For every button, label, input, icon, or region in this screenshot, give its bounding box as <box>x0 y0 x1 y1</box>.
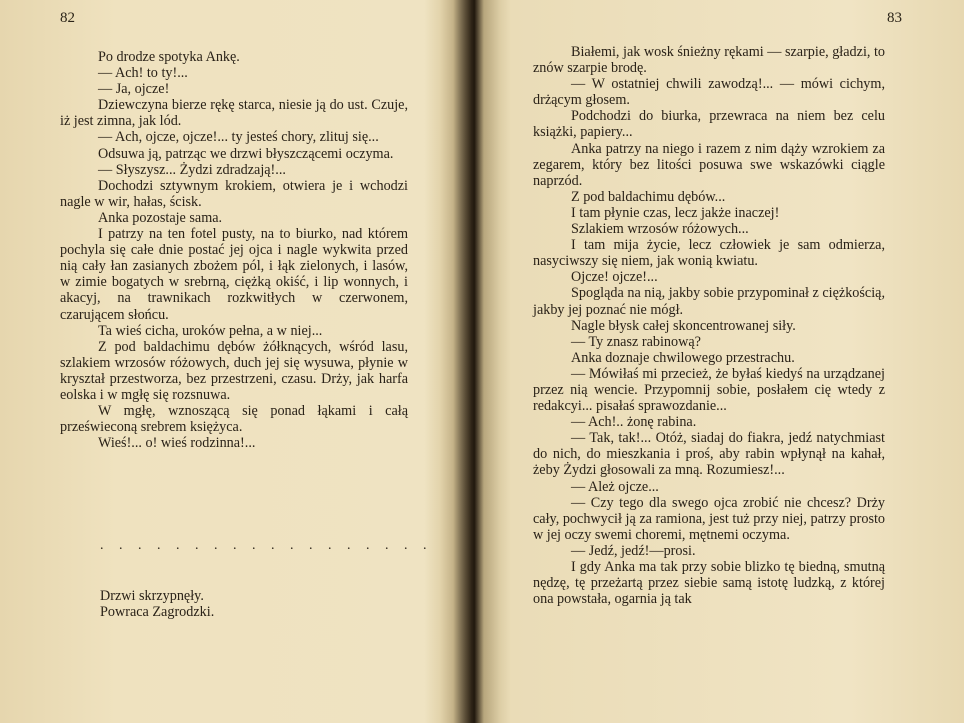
left-page <box>0 0 470 723</box>
paragraph: Po drodze spotyka Ankę. <box>98 49 240 65</box>
left-page-text <box>60 49 408 451</box>
paragraph: Anka pozostaje sama. <box>98 209 223 226</box>
paragraph: — Czy tego dla swego ojca zrobić nie chcesz? Drży cały, pochwycił ją za ramiona, jest tuż przy niej, patrzy prosto w jej oczy swemi choremi, mętnemi oczyma. <box>533 494 885 543</box>
paragraph: — Słyszysz... Żydzi zdradzają!... <box>98 161 286 178</box>
paragraph: — Ach! to ty!... <box>98 65 188 82</box>
paragraph: Podchodzi do biurka, przewraca na niem bez celu książki, papiery... <box>533 108 885 141</box>
paragraph: — Tak, tak!... Otóż, siadaj do fiakra, jedź natychmiast do nich, do mieszkania i proś, aby rabin wpłynął na kahał, żeby Żydzi głosowali za mną. Rozumiesz!... <box>533 430 885 479</box>
paragraph: Z pod baldachimu dębów żółknących, wśród lasu, szlakiem wrzosów różowych, duch jej się wysuwa, płynie w kryształ przestworza, bez przestrzeni, czasu. Drży, jak harfa eolska i w mgłę się rozsnuwa. <box>60 338 408 403</box>
paragraph: Ojcze! ojcze!... <box>571 269 658 286</box>
paragraph: Odsuwa ją, patrząc we drzwi błyszczącemi oczyma. <box>98 145 394 162</box>
paragraph: — Ach, ojcze, ojcze!... ty jesteś chory, zlituj się... <box>98 129 379 146</box>
page-number-left: 82 <box>60 10 75 26</box>
paragraph: I tam płynie czas, lecz jakże inaczej! <box>571 204 780 221</box>
paragraph: Spogląda na nią, jakby sobie przypominał z ciężkością, jakby jej poznać nie mógł. <box>533 285 885 318</box>
paragraph: — Ty znasz rabinową? <box>571 333 701 350</box>
paragraph: — Ja, ojcze! <box>98 81 170 98</box>
stage-direction: Drzwi skrzypnęły. <box>100 588 204 604</box>
paragraph: — W ostatniej chwili zawodzą!... — mówi cichym, drżącym głosem. <box>533 76 885 109</box>
paragraph: Nagle błysk całej skoncentrowanej siły. <box>571 317 796 334</box>
paragraph: Szlakiem wrzosów różowych... <box>571 221 749 238</box>
paragraph: I patrzy na ten fotel pusty, na to biurko, nad którem pochyla się całe dnie postać jej ojca i nagle wykwita przed nią cały łan zasianych zbożem pól, i łąk zielonych, i lasów, w zimie bogatych w srebrną, ciężką okiść, i lip wonnych, i akacyj, na trawnikach rozkwitłych w czerwonem, czarującem słońcu. <box>60 226 408 323</box>
paragraph: Dziewczyna bierze rękę starca, niesie ją do ust. Czuje, iż jest zimna, jak lód. <box>60 97 408 130</box>
right-page-text <box>533 44 885 607</box>
paragraph: — Ależ ojcze... <box>571 478 659 495</box>
stage-directions <box>100 588 214 620</box>
paragraph: Wieś!... o! wieś rodzinna!... <box>98 435 256 452</box>
paragraph: Ta wieś cicha, uroków pełna, a w niej... <box>98 322 323 339</box>
paragraph: Dochodzi sztywnym krokiem, otwiera je i wchodzi nagle w wir, hałas, ścisk. <box>60 177 408 210</box>
paragraph: Z pod baldachimu dębów... <box>571 188 726 205</box>
section-separator: . . . . . . . . . . . . . . . . . . <box>100 538 433 553</box>
paragraph: Anka doznaje chwilowego przestrachu. <box>571 349 795 366</box>
paragraph: — Jedź, jedź!—prosi. <box>571 542 696 559</box>
page-number-right: 83 <box>887 10 902 26</box>
paragraph: — Ach!.. żonę rabina. <box>571 414 697 431</box>
right-page <box>478 0 964 723</box>
paragraph: W mgłę, wznoszącą się ponad łąkami i całą prześwieconą srebrem księżyca. <box>60 403 408 436</box>
paragraph: Anka patrzy na niego i razem z nim dąży wzrokiem za zegarem, który bez litości posuwa swe wskazówki ciągle naprzód. <box>533 140 885 189</box>
paragraph: I tam mija życie, lecz człowiek je sam odmierza, nasyciwszy się niem, jak wonią kwiatu. <box>533 237 885 270</box>
stage-direction: Powraca Zagrodzki. <box>100 604 215 621</box>
paragraph: — Mówiłaś mi przecież, że byłaś kiedyś na urządzanej przez nią wencie. Przypomnij sobie, posłałem cię wtedy z redakcyi... pisałaś sprawozdanie... <box>533 365 885 415</box>
paragraph: Białemi, jak wosk śnieżny rękami — szarpie, gładzi, to znów szarpie brodę. <box>533 44 886 77</box>
paragraph: I gdy Anka ma tak przy sobie blizko tę biedną, smutną nędzę, tę przeżartą przez siebie samą istotę ludzką, z której ona powstała, ogarnia ją tak <box>533 559 885 608</box>
